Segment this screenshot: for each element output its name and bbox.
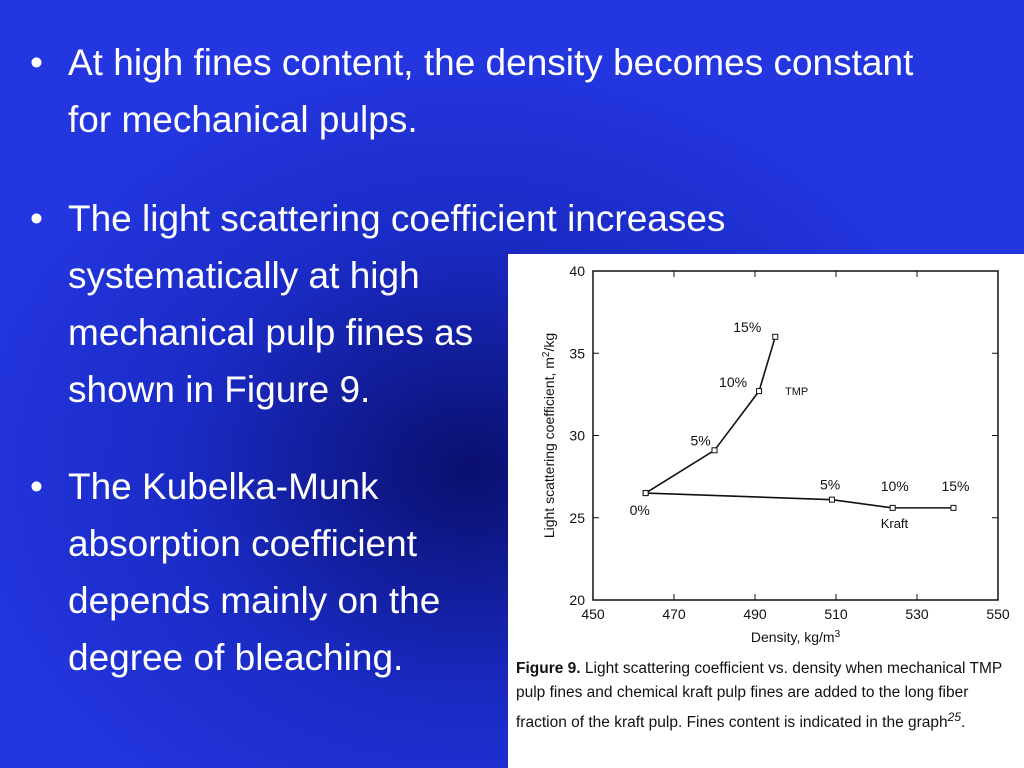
point-label: 15%	[733, 318, 762, 335]
x-tick-label: 550	[986, 606, 1010, 622]
bullet-kubelka-munk	[30, 458, 500, 686]
figure-9	[508, 254, 1024, 768]
figure-caption	[516, 657, 1020, 735]
bullet-marker: •	[30, 466, 43, 507]
bullet-text-first-line: The light scattering coefficient increases	[68, 198, 726, 239]
y-tick-label: 20	[569, 592, 585, 608]
data-point	[757, 389, 762, 394]
bullet-marker: •	[30, 42, 43, 83]
point-label: 10%	[880, 477, 909, 494]
caption-text: Light scattering coefficient vs. density when mechanical TMP pulp fines and chemical kraft pulp fines are added to the long fiber fraction of the kraft pulp. Fines content is indicated in the graph	[516, 660, 1002, 732]
data-point	[951, 505, 956, 510]
x-tick-label: 450	[581, 606, 605, 622]
data-point	[829, 497, 834, 502]
y-tick-label: 25	[569, 509, 585, 526]
caption-end: .	[961, 714, 966, 732]
point-label: 10%	[719, 374, 748, 391]
y-axis-label-superscript: 2	[540, 351, 552, 358]
plot-frame	[593, 271, 998, 600]
x-axis-label-superscript: 3	[834, 628, 841, 640]
bullet-text: At high fines content, the density becomes constant for mechanical pulps.	[68, 42, 914, 140]
point-label: 15%	[941, 477, 970, 494]
y-tick-label: 30	[569, 427, 585, 444]
series-name-kraft: Kraft	[880, 515, 909, 531]
y-axis-label-unit: /kg	[541, 332, 557, 352]
x-tick-label: 470	[662, 606, 686, 622]
x-tick-label: 490	[743, 606, 767, 622]
bullet-text-rest: systematically at high mechanical pulp fines as shown in Figure 9.	[68, 255, 474, 410]
bullet-text: The Kubelka-Munk absorption coefficient depends mainly on the degree of bleaching.	[68, 466, 441, 678]
x-axis-label: Density, $kg/m^3$	[750, 628, 841, 645]
point-label: 5%	[690, 432, 711, 449]
caption-label: Figure 9.	[516, 660, 581, 677]
bullet-marker: •	[30, 198, 43, 239]
data-point	[643, 491, 648, 496]
data-point	[890, 505, 895, 510]
series-name-tmp: TMP	[785, 386, 809, 399]
data-point	[773, 334, 778, 339]
data-point	[712, 448, 717, 453]
y-axis-label: Light scattering coefficient, $m^2/kg$	[540, 332, 557, 539]
series-line-tmp	[646, 337, 776, 493]
caption-reference: 25	[947, 710, 962, 724]
y-tick-label: 40	[569, 263, 585, 279]
series-line-kraft	[646, 493, 954, 508]
point-label: 0%	[629, 502, 650, 519]
bullet-density	[30, 34, 930, 148]
x-tick-label: 510	[824, 606, 848, 622]
point-label: 5%	[819, 476, 841, 493]
scattering-vs-density-chart	[508, 254, 1024, 654]
y-tick-label: 35	[569, 345, 585, 362]
x-tick-label: 530	[905, 606, 929, 622]
